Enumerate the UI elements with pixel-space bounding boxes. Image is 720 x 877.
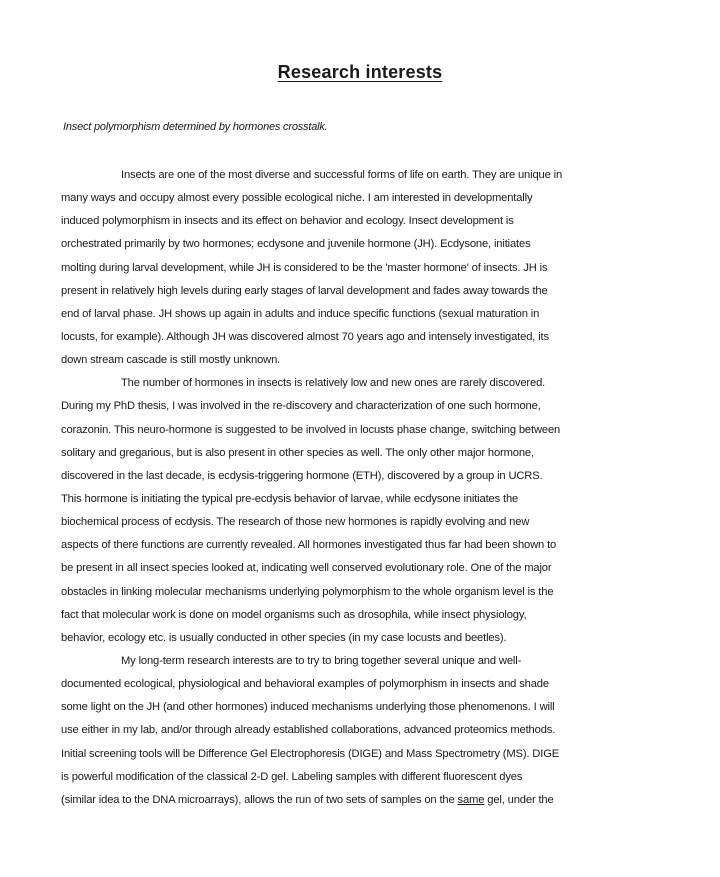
paragraph-line: molting during larval development, while JH is considered to be the 'master hormone' of insects. JH is: [61, 261, 548, 274]
paragraph-line: induced polymorphism in insects and its effect on behavior and ecology. Insect development is: [61, 215, 514, 228]
body-text: [61, 164, 671, 812]
paragraph-line: some light on the JH (and other hormones) induced mechanisms underlying those phenomenons. I will: [61, 701, 555, 714]
paragraph-line-last: [61, 789, 671, 812]
paragraph-line: orchestrated primarily by two hormones; ecdysone and juvenile hormone (JH). Ecdysone, initiates: [61, 238, 531, 251]
paragraph-line: documented ecological, physiological and behavioral examples of polymorphism in insects and shade: [61, 678, 549, 691]
paragraph-line: During my PhD thesis, I was involved in the re-discovery and characterization of one such hormone,: [61, 400, 541, 413]
paragraph-line: present in relatively high levels during early stages of larval development and fades away towards the: [61, 284, 548, 297]
underlined-word: same: [457, 793, 485, 806]
paragraph-line: use either in my lab, and/or through already established collaborations, advanced proteomics methods.: [61, 724, 556, 737]
paragraph-line: solitary and gregarious, but is also present in other species as well. The only other major hormone,: [61, 446, 534, 459]
document-title: Research interests: [277, 62, 443, 82]
paragraph-line: My long-term research interests are to try to bring together several unique and well-: [121, 654, 522, 667]
paragraph-line: is powerful modification of the classical 2-D gel. Labeling samples with different fluorescent dyes: [61, 770, 523, 783]
paragraph-line: discovered in the last decade, is ecdysis-triggering hormone (ETH), discovered by a group in UCRS.: [61, 469, 543, 482]
paragraph-line: biochemical process of ecdysis. The research of those new hormones is rapidly evolving and new: [61, 516, 530, 529]
document-subtitle: Insect polymorphism determined by hormones crosstalk.: [63, 121, 328, 133]
paragraph-line: down stream cascade is still mostly unknown.: [61, 354, 281, 367]
line-text-before: (similar idea to the DNA microarrays), allows the run of two sets of samples on the: [61, 793, 458, 806]
paragraph-line: fact that molecular work is done on model organisms such as drosophila, while insect physiology,: [61, 608, 527, 621]
paragraph-line: aspects of there functions are currently revealed. All hormones investigated thus far had been shown to: [61, 539, 557, 552]
paragraph-line: The number of hormones in insects is relatively low and new ones are rarely discovered.: [121, 377, 546, 390]
paragraph-line: obstacles in linking molecular mechanisms underlying polymorphism to the whole organism level is the: [61, 585, 554, 598]
paragraph-line: many ways and occupy almost every possible ecological niche. I am interested in developmentally: [61, 192, 533, 205]
paragraph-line: end of larval phase. JH shows up again in adults and induce specific functions (sexual maturation in: [61, 307, 540, 320]
paragraph-line: Insects are one of the most diverse and successful forms of life on earth. They are unique in: [121, 169, 563, 181]
paragraph-line: Initial screening tools will be Difference Gel Electrophoresis (DIGE) and Mass Spectrometry (MS). DIGE: [61, 747, 560, 760]
paragraph-line: be present in all insect species looked at, indicating well conserved evolutionary role. One of the major: [61, 562, 552, 575]
paragraph-line: This hormone is initiating the typical pre-ecdysis behavior of larvae, while ecdysone initiates the: [61, 492, 519, 505]
line-text-after: gel, under the: [484, 793, 554, 806]
paragraph-line: corazonin. This neuro-hormone is suggested to be involved in locusts phase change, switching between: [61, 423, 561, 436]
paragraph-line: behavior, ecology etc. is usually conducted in other species (in my case locusts and beetles).: [61, 631, 507, 644]
paragraph-line: locusts, for example). Although JH was discovered almost 70 years ago and intensely investigated, its: [61, 330, 549, 343]
